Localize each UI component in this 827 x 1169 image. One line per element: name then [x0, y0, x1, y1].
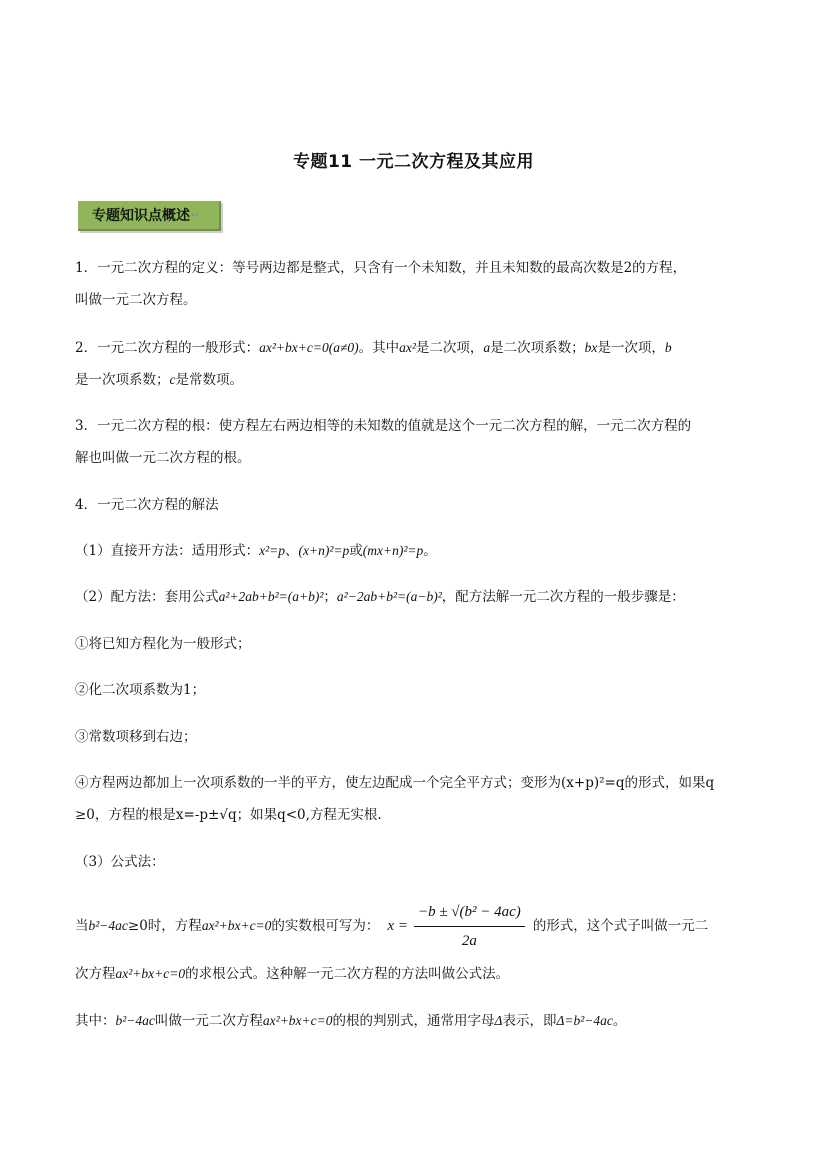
section-badge	[78, 201, 221, 231]
formula-fraction	[414, 901, 525, 952]
square-formula-2: a²−2ab+b²=(a−b)²	[336, 589, 442, 604]
formula-lhs: x =	[387, 918, 408, 934]
step-2: ②化二次项系数为1；	[75, 682, 206, 698]
discriminant-text-1: 其中：	[75, 1013, 116, 1029]
section-badge-label: 专题知识点概述	[92, 208, 190, 224]
separator: ；	[323, 589, 337, 605]
general-form-text-3: 是二次项系数；	[490, 340, 585, 356]
definition-line-2: 叫做一元二次方程。	[75, 292, 197, 308]
general-form-text-4: 是一次项，	[597, 340, 665, 356]
general-form-text-1: 。其中	[358, 340, 400, 356]
square-formula-1: a²+2ab+b²=(a+b)²	[218, 589, 324, 604]
direct-root-form-3: (mx+n)²=p	[362, 543, 424, 558]
completing-square-label: （2）配方法：套用公式	[75, 589, 219, 605]
direct-root-label: （1）直接开方法：适用形式：	[75, 543, 260, 559]
step-4-line-1: ④方程两边都加上一次项系数的一半的平方，使左边配成一个完全平方式；变形为(x+p)²=q的形式，如果q	[75, 775, 715, 791]
paragraph-formula-line-2	[75, 958, 755, 990]
completing-square-text: ，配方法解一元二次方程的一般步骤是：	[441, 589, 685, 605]
formula-text-2: ≥0时，方程	[127, 918, 202, 934]
formula-text-3: 的实数根可写为：	[271, 918, 380, 934]
paragraph-solutions-heading: 4．一元二次方程的解法	[75, 497, 219, 513]
delta-symbol: Δ	[494, 1013, 503, 1028]
discriminant-text-3: 的根的判别式，通常用字母	[332, 1013, 495, 1029]
general-form-label: 2．一元二次方程的一般形式：	[75, 340, 260, 356]
discriminant-text-2: 叫做一元二次方程	[154, 1013, 263, 1029]
step-1: ①将已知方程化为一般形式；	[75, 636, 251, 652]
roots-line-1: 3．一元二次方程的根：使方程左右两边相等的未知数的值就是这个一元二次方程的解，一元二次方程的	[75, 418, 692, 434]
return-mark-icon: ↵	[191, 209, 200, 221]
general-form-text-6: 是常数项。	[175, 372, 243, 388]
end-mark-2: 。	[612, 1013, 627, 1029]
step-3: ③常数项移到右边；	[75, 729, 197, 745]
definition-line-1: 1．一元二次方程的定义：等号两边都是整式，只含有一个未知数，并且未知数的最高次数是2的方程，	[75, 260, 687, 276]
paragraph-completing-square	[75, 581, 755, 613]
paragraph-general-form	[75, 332, 755, 396]
equation-expr: ax²+bx+c=0	[201, 918, 272, 933]
discriminant-expr-2: b²−4ac	[115, 1013, 155, 1028]
delta-definition: Δ=b²−4ac	[556, 1013, 613, 1028]
end-mark: 。	[423, 543, 437, 559]
direct-root-form-2: (x+n)²=p	[298, 543, 350, 558]
general-form-text-5: 是一次项系数；	[75, 372, 170, 388]
paragraph-definition	[75, 252, 755, 316]
page-title: 专题11 一元二次方程及其应用	[292, 152, 535, 172]
formula-line2-equation: ax²+bx+c=0	[115, 966, 186, 981]
paragraph-roots	[75, 410, 755, 474]
step-4-line-2: ≥0，方程的根是x=-p±√q；如果q<0,方程无实根.	[75, 807, 382, 823]
roots-line-2: 解也叫做一元二次方程的根。	[75, 450, 251, 466]
var-b: b	[664, 340, 672, 355]
formula-denominator: 2a	[461, 932, 477, 949]
formula-line2-text-1: 次方程	[75, 966, 116, 982]
formula-numerator: −b ± √(b² − 4ac)	[414, 901, 525, 927]
discriminant-expr: b²−4ac	[88, 918, 128, 933]
general-form-text-2: 是二次项，	[415, 340, 484, 356]
formula-line2-text-2: 的求根公式。这种解一元二次方程的方法叫做公式法。	[185, 966, 510, 982]
general-form-equation: ax²+bx+c=0(a≠0)	[259, 340, 359, 355]
var-a: a	[483, 340, 491, 355]
formula-text-1: 当	[75, 918, 89, 934]
linear-term: bx	[584, 340, 598, 355]
formula-text-4: 的形式，这个式子叫做一元二	[532, 918, 709, 934]
var-c: c	[169, 372, 176, 387]
paragraph-quadratic-formula	[75, 898, 755, 954]
paragraph-formula-method: （3）公式法：	[75, 854, 165, 870]
discriminant-equation: ax²+bx+c=0	[262, 1013, 333, 1028]
direct-root-form-1: x²=p	[259, 543, 285, 558]
separator-2: 或	[349, 543, 363, 559]
paragraph-discriminant	[75, 1005, 755, 1037]
quadratic-formula	[387, 898, 524, 954]
quadratic-term: ax²	[399, 340, 416, 355]
paragraph-direct-root	[75, 535, 755, 567]
step-4	[75, 767, 755, 831]
discriminant-text-4: 表示，即	[502, 1013, 557, 1029]
separator-1: 、	[285, 543, 299, 559]
